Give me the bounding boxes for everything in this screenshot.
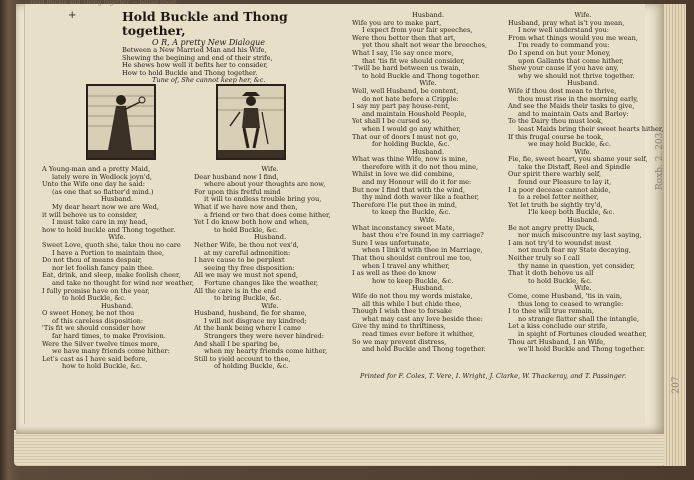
- verse-line: I am not try'd to woundst must: [508, 238, 612, 247]
- verse-line: I say my part pay house-rent,: [352, 102, 450, 111]
- verse-line: do not hate before a Cripple:: [362, 94, 459, 103]
- verse-line: and my Honour will do it for me:: [362, 178, 472, 187]
- verse-line: And see the Maids their tasks to give,: [508, 102, 635, 111]
- verse-line: we may hold Buckle, &c.: [528, 140, 611, 149]
- verse-line: no strange flatter shall the intangle,: [518, 314, 639, 323]
- verse-line: Yet shall I be cursed so,: [352, 117, 432, 126]
- verse-line: Shew your cause if you have any,: [508, 64, 619, 73]
- page-edges-bottom: [14, 430, 666, 466]
- verse-line: 'Twill be hard between us twain,: [352, 64, 461, 73]
- verse-line: Strangers they were never hindred:: [204, 332, 324, 341]
- verse-line: I a poor decease cannot abide,: [508, 185, 611, 194]
- verse-line: All we may we must not spend,: [194, 271, 299, 280]
- verse-line: Therefore I'le put thee in mind,: [352, 200, 458, 209]
- verse-line: and hold Buckle and Thong together.: [362, 345, 486, 354]
- verse-line: Fortune changes like the weather,: [204, 278, 319, 287]
- verse-line: a friend or two that does come hither,: [204, 210, 331, 219]
- stanza: [194, 242, 346, 303]
- verse-line: to hold Buckle and Thong together.: [362, 71, 480, 80]
- verse-line: What was thine Wife, now is mine,: [352, 155, 468, 164]
- verse-line: (as one that so flatter'd mind.): [52, 187, 154, 196]
- verse-line: Yet I do know both how and when,: [194, 218, 310, 227]
- verse-line: At the bank being where I came: [194, 324, 301, 333]
- verse-line: when I link'd with thee in Marriage,: [362, 246, 483, 255]
- verse-line: What I say, I'le say once more,: [352, 48, 454, 57]
- verse-line: So we may prevent distress,: [352, 337, 447, 346]
- stanza: [194, 174, 346, 235]
- verse-line: Sweet Love, quoth she, take thou no care: [42, 240, 181, 249]
- verse-line: Husband, husband, fie for shame,: [194, 309, 307, 318]
- stanza: [42, 242, 192, 303]
- printer-colophon: Printed for F. Coles, T. Vere, I. Wright, J. Clarke, W. Thackeray, and T. Passinger.: [360, 372, 627, 380]
- verse-line: and maintain Houshold People,: [362, 109, 467, 118]
- verse-line: lately were in Wedlock joyn'd,: [52, 172, 153, 181]
- verse-line: thou must rise in the morning early,: [518, 94, 639, 103]
- stanza: [508, 86, 664, 149]
- verse-line: Were the Silver twelve times more,: [42, 339, 160, 348]
- verse-line: and take no thought for wind nor weather,: [52, 278, 194, 287]
- speaker-label: Wife.: [261, 301, 279, 310]
- stanza: [42, 310, 192, 371]
- speaker-label: Wife.: [261, 165, 279, 173]
- stanza: [194, 310, 346, 371]
- verse-line: Thou art Husband, I an Wife,: [508, 337, 606, 346]
- verse-line: Unto the Wife one day he said:: [42, 180, 145, 189]
- speaker-label: Wife.: [419, 79, 437, 88]
- subtitle-text: Between a New Married Man and his Wife,: [122, 46, 267, 54]
- verse-line: therefore with it do not thou mine,: [362, 162, 479, 171]
- verse-line: read times ever before it whither,: [362, 329, 475, 338]
- verse-line: we'll hold Buckle and Thong together.: [518, 345, 645, 354]
- verse-line: in spight of Fortunes clouded weather,: [518, 329, 648, 338]
- verse-line: Well, well Husband, be content,: [352, 86, 459, 95]
- verse-line: upon Gallants that come hither,: [518, 56, 624, 65]
- verse-line: when I would go any whither,: [362, 124, 461, 133]
- cross-mark: +: [68, 10, 77, 21]
- verse-line: thy name in question, yet consider,: [518, 261, 635, 270]
- verse-line: all this while I but chide thee,: [362, 299, 462, 308]
- stanza: [352, 156, 504, 217]
- verse-line: where about your thoughts are now,: [204, 180, 326, 189]
- verse-line: My dear heart now we are Wed,: [52, 202, 159, 211]
- verse-line: And shall I be sparing be,: [194, 339, 280, 348]
- verse-line: to hold Buckle, &c.: [528, 276, 592, 285]
- verse-line: it will to endless trouble bring you,: [204, 195, 322, 204]
- verse-line: how to hold Buckle, &c.: [62, 362, 142, 371]
- speaker-label: Wife.: [574, 284, 592, 293]
- verse-line: Were thou better then that art,: [352, 33, 456, 42]
- column-2: [194, 166, 346, 371]
- verse-line: From what things would you me wean,: [508, 33, 638, 42]
- speaker-label: Husband.: [411, 147, 445, 156]
- verse-line: Wife do not thou my words mistake,: [352, 291, 473, 300]
- stanza: [352, 88, 504, 149]
- woodcut-man: [216, 84, 286, 160]
- verse-line: Do I spend on but your Money,: [508, 48, 611, 57]
- stanza: [508, 225, 658, 286]
- verse-line: how to hold buckle and Thong together.: [42, 225, 176, 234]
- verse-line: at my careful admonition:: [204, 248, 291, 257]
- verse-line: I to thee will true remain,: [508, 307, 595, 316]
- verse-line: it will behove us to consider,: [42, 210, 138, 219]
- verse-line: I now well understand you:: [518, 26, 609, 35]
- verse-line: Neither truly so I call: [508, 254, 580, 262]
- verse-line: I have a Portion to maintain thee,: [52, 248, 165, 257]
- pencil-annotation: Roxb. 2. 203: [655, 132, 665, 190]
- verse-line: Whilst in love we did combine,: [352, 170, 455, 179]
- verse-line: Do not thou of means despair,: [42, 256, 143, 265]
- tune-line: Tune of, She cannot keep her, &c.: [152, 76, 266, 85]
- verse-line: Give thy mind to thriftiness,: [352, 322, 446, 331]
- verse-line: Though I wish thee to forsake: [352, 307, 452, 316]
- page-edges-right: [664, 4, 686, 466]
- subtitle-text: How to hold Buckle and Thong together.: [122, 68, 258, 77]
- speaker-label: Husband.: [411, 11, 445, 19]
- verse-line: I will not disgrace my kindred;: [204, 316, 307, 325]
- verse-line: All the care is in the end: [194, 286, 277, 295]
- speaker-label: Husband.: [566, 79, 600, 88]
- stanza: [352, 20, 504, 81]
- verse-line: Eat, drink, and sleep, make foolish cheer,: [42, 271, 181, 280]
- verse-line: to hold Buckle, &c.: [62, 294, 126, 303]
- speaker-label: Husband.: [100, 301, 134, 310]
- subtitle-text: He shews how well it befits her to consider,: [122, 61, 268, 70]
- verse-line: Sure I was unfortunate,: [352, 238, 432, 247]
- verse-line: for holding Buckle, &c.: [372, 140, 450, 149]
- speaker-label: Wife.: [574, 147, 592, 156]
- verse-line: That it doth behove us all: [508, 269, 594, 278]
- verse-line: I expect from your fair speeches,: [362, 26, 473, 35]
- verse-line: What if we have now and then,: [194, 202, 298, 211]
- verse-line: That thou shouldst controul me too,: [352, 254, 472, 262]
- verse-line: least Maids bring their sweet hearts hither,: [518, 124, 664, 133]
- verse-line: I'm ready to command you:: [518, 41, 610, 50]
- stanza: [508, 293, 658, 354]
- verse-line: What inconstancy sweet Mate,: [352, 223, 455, 232]
- stanza: [352, 225, 504, 286]
- verse-line: thy mind doth waver like a feather,: [362, 193, 480, 202]
- verse-line: not much fear my State decaying,: [518, 246, 631, 255]
- verse-line: Husband.: [100, 195, 134, 204]
- verse-line: what may cast any love beside thee:: [362, 314, 483, 323]
- verse-line: For upon this fretful mind: [194, 187, 281, 196]
- stanza: [352, 293, 504, 354]
- verse-line: of this careless disposition:: [52, 316, 144, 325]
- verse-line: I as well as thee do know: [352, 269, 437, 278]
- verse-line: that 'tis fit we should consider,: [362, 56, 465, 65]
- verse-line: found our Pleasure to lay it,: [518, 178, 612, 187]
- speaker-label: Wife.: [108, 233, 126, 242]
- verse-line: Husband, pray what is't you mean,: [508, 18, 625, 27]
- verse-line: of holding Buckle, &c.: [214, 362, 289, 371]
- speaker-label: Wife.: [419, 216, 437, 225]
- verse-line: Dear husband now I find,: [194, 172, 279, 181]
- verse-line: Fie, fie, sweet heart, you shame your self,: [508, 155, 648, 164]
- verse-line: when my hearty friends come hither,: [204, 347, 328, 356]
- verse-line: and to maintain Oats and Barley:: [518, 109, 629, 118]
- stanza: [42, 166, 192, 234]
- verse-line: how to keep Buckle, &c.: [372, 276, 454, 285]
- verse-line: Our spirit there warbly self,: [508, 170, 602, 179]
- verse-line: Let's cast as I have said before,: [42, 354, 148, 363]
- verse-line: to keep the Buckle, &c.: [372, 208, 451, 217]
- verse-line: yet thou shalt not wear the breeches,: [362, 41, 488, 50]
- verse-line: why we should not thrive together.: [518, 71, 635, 80]
- verse-line: Nether Wife, be thou not vex'd,: [194, 240, 299, 249]
- verse-line: take the Distaff, Reel and Spindle: [518, 162, 631, 171]
- verse-line: 'Tis fit we should consider how: [42, 324, 146, 333]
- verse-line: when I travel any whither,: [362, 261, 450, 270]
- column-1: [42, 166, 192, 371]
- verse-line: But now I find that with the wind,: [352, 185, 465, 194]
- verse-line: O sweet Honey, be not thou: [42, 309, 135, 318]
- verse-line: hast thou e're found in my carriage?: [362, 231, 484, 240]
- subtitle-text: Shewing the begining and end of their strife,: [122, 53, 273, 62]
- speaker-label: Wife.: [574, 11, 592, 19]
- woodcut-woman: [86, 84, 156, 160]
- verse-line: Come, come Husband, 'tis in vain,: [508, 291, 623, 300]
- verse-line: we have many friends come hither:: [52, 347, 170, 356]
- verse-line: to a rebel fetter neither,: [518, 193, 599, 202]
- speaker-label: Husband.: [253, 233, 287, 242]
- verse-line: To the Dairy thou must look,: [508, 117, 604, 126]
- verse-line: I fully promise have on the year,: [42, 286, 150, 295]
- verse-line: I'le keep both Buckle, &c.: [528, 208, 615, 217]
- verse-line: A Young-man and a pretty Maid,: [42, 165, 151, 173]
- verse-line: nor let foolish fancy pain thee.: [52, 263, 155, 272]
- verse-line: Still to yield account to thee,: [194, 354, 291, 363]
- stanza: [508, 156, 658, 217]
- verse-line: I must take care in my head,: [52, 218, 148, 227]
- verse-line: to bring Buckle, &c.: [214, 294, 282, 303]
- stanza: [508, 20, 658, 81]
- verse-line: Wife you are to make part,: [352, 18, 442, 27]
- verse-line: Let a kiss conclude our strife,: [508, 322, 608, 331]
- verse-line: Yet let truth be sightly try'd,: [508, 200, 603, 209]
- header-strip: Hold Buckle and Thong together — ballad sheet: [30, 0, 177, 6]
- title-line: Hold Buckle and Thong together,: [122, 9, 288, 38]
- verse-line: nor much miscountre my last saying,: [518, 231, 642, 240]
- verse-line: Wife if thou dost mean to thrive,: [508, 86, 617, 95]
- verse-line: That our of doors I must not go,: [352, 132, 459, 141]
- folio-number: 207: [671, 376, 682, 394]
- verse-line: I have cause to be perplext: [194, 256, 285, 265]
- verse-line: to hold Buckle, &c.: [214, 225, 278, 234]
- column-3: [352, 12, 504, 354]
- verse-line: far hard times, to make Provision.: [52, 332, 166, 341]
- verse-line: thus long to ceased to wrangle:: [518, 299, 624, 308]
- subtitle-line: O R, A pretty New Dialogue: [152, 38, 265, 47]
- verse-line: Be not angry pretty Duck,: [508, 223, 595, 232]
- speaker-label: Husband.: [411, 284, 445, 293]
- verse-line: seeing thy free disposition:: [204, 263, 295, 272]
- verse-line: If this frugal course be took,: [508, 132, 604, 141]
- ballad-title-block: [122, 10, 322, 85]
- speaker-label: Husband.: [566, 216, 600, 225]
